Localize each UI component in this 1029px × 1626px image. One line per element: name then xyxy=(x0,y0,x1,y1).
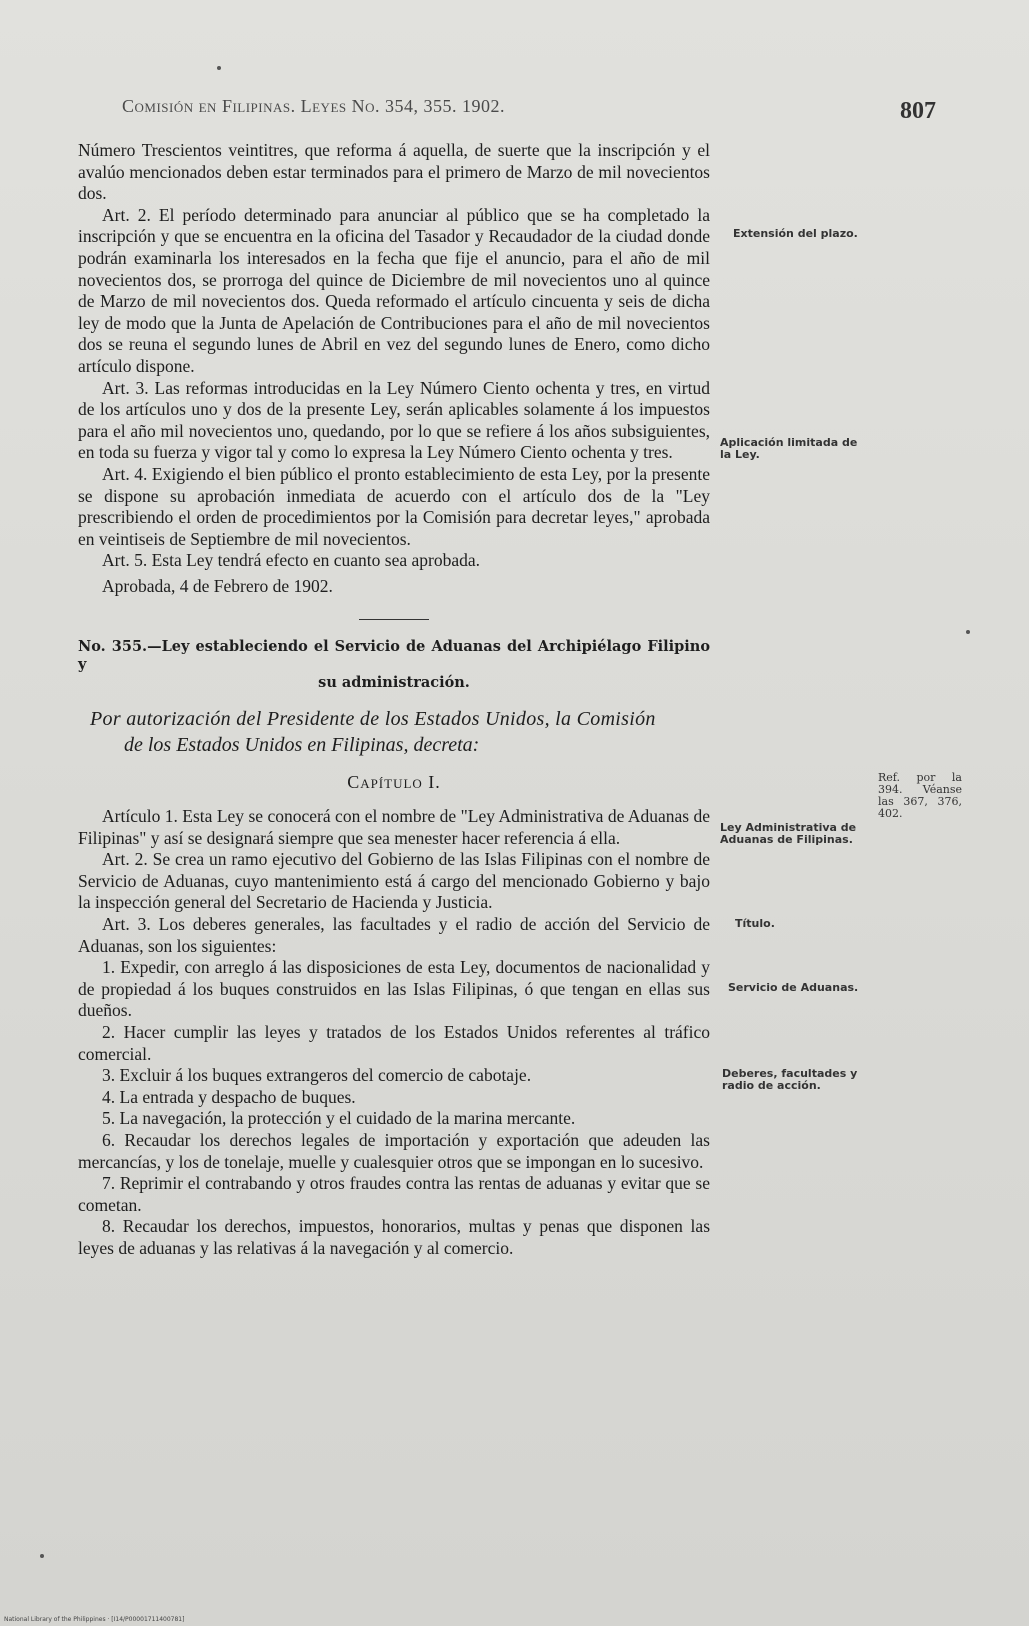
margin-note-extension: Extensión del plazo. xyxy=(733,227,858,240)
chapter-heading: Capítulo I. xyxy=(347,772,441,793)
margin-note-customs-law: Ley Administrativa de Aduanas de Filipinas. xyxy=(720,821,857,846)
scan-speck xyxy=(40,1554,44,1558)
article-5: Art. 5. Esta Ley tendrá efecto en cuanto sea aprobada. xyxy=(102,550,481,571)
reference-note xyxy=(878,772,962,820)
article-4: Art. 4. Exigiendo el bien público el pronto establecimiento de esta Ley, por la presente se dispone su aprobación inmediata de acuerdo con el artículo dos de la "Ley prescribiendo el orden de procedimientos por la Comisión para decretar leyes," aprobada en veintiseis de Septiembre de mil novecientos. xyxy=(78,463,710,549)
article-3: Art. 3. Las reformas introducidas en la Ley Número Ciento ochenta y tres, en virtud de los artículos uno y dos de la presente Ley, serán aplicables solamente á los impuestos para el año mil novecientos uno, quedando, por lo que se refiere á los años subsiguientes, en toda su fuerza y vigor tal y como lo expresa la Ley Número Ciento ochenta y tres. xyxy=(78,377,710,463)
margin-note-title: Título. xyxy=(735,917,775,930)
scan-speck xyxy=(217,66,221,70)
body-text xyxy=(78,140,710,1260)
law-article-2: Art. 2. Se crea un ramo ejecutivo del Gobierno de las Islas Filipinas con el nombre de Servicio de Aduanas, cuyo mantenimiento está á cargo del mencionado Gobierno y bajo la inspección general del Secretario de Hacienda y Justicia. xyxy=(78,849,710,913)
law-article-1: Artículo 1. Esta Ley se conocerá con el nombre de "Ley Administrativa de Aduanas de Filipinas" y así se designará siempre que sea menester hacer referencia á ella. xyxy=(78,806,710,848)
enacting-clause-line-1: Por autorización del Presidente de los Estados Unidos, la Comisión xyxy=(90,708,656,731)
margin-note-customs-service: Servicio de Aduanas. xyxy=(728,981,859,994)
scan-speck xyxy=(966,630,970,634)
duty-item-8: 8. Recaudar los derechos, impuestos, honorarios, multas y penas que disponen las leyes de aduanas y las relativas á la navegación y al comercio. xyxy=(78,1216,710,1258)
running-header xyxy=(122,96,670,117)
scan-footer: National Library of the Philippines · [I14/P00001711400781] xyxy=(4,1616,185,1623)
page-number: 807 xyxy=(900,98,936,124)
margin-note-duties: Deberes, facultades y radio de acción. xyxy=(722,1067,858,1092)
law-title xyxy=(78,638,710,692)
duty-item-6: 6. Recaudar los derechos legales de importación y exportación que adeuden las mercancías, y los de tonelaje, muelle y cualesquier otros que se impongan en lo sucesivo. xyxy=(78,1129,710,1172)
duty-item-5: 5. La navegación, la protección y el cuidado de la marina mercante. xyxy=(102,1108,576,1129)
duty-item-3: 3. Excluir á los buques extrangeros del comercio de cabotaje. xyxy=(102,1065,532,1086)
section-divider xyxy=(359,619,429,620)
approval-date: Aprobada, 4 de Febrero de 1902. xyxy=(102,575,333,596)
reference-note-text: Ref. por la 394. Véanse las 367, 376, 402. xyxy=(878,771,962,820)
running-title: Comisión en Filipinas. Leyes No. 354, 355. 1902. xyxy=(122,96,506,116)
law-article-3: Art. 3. Los deberes generales, las facultades y el radio de acción del Servicio de Aduanas, son los siguientes: xyxy=(78,914,710,956)
article-2: Art. 2. El período determinado para anunciar al público que se ha completado la inscripción y que se encuentra en la oficina del Tasador y Recaudador de la ciudad donde podrán examinarla los interesados en la fecha que fije el anuncio, para el año de mil novecientos dos, se prorroga del quince de Diciembre de mil novecientos uno al quince de Marzo de mil novecientos dos. Queda reformado el artículo cincuenta y seis de dicha ley de modo que la Junta de Apelación de Contribuciones para el año de mil novecientos dos se reuna el segundo lunes de Abril en vez del segundo lunes de Enero, como dicho artículo dispone. xyxy=(78,204,710,376)
duty-item-1: 1. Expedir, con arreglo á las disposiciones de esta Ley, documentos de nacionalidad y de propiedad á los buques construidos en las Islas Filipinas, ó que tengan en ellas sus dueños. xyxy=(78,957,710,1021)
duty-item-2: 2. Hacer cumplir las leyes y tratados de los Estados Unidos referentes al tráfico comercial. xyxy=(78,1022,710,1064)
duty-item-4: 4. La entrada y despacho de buques. xyxy=(102,1086,356,1107)
duty-item-7: 7. Reprimir el contrabando y otros fraudes contra las rentas de aduanas y evitar que se cometan. xyxy=(78,1173,710,1215)
margin-note-limited-application: Aplicación limitada de la Ley. xyxy=(720,436,858,461)
law-title-line-1: No. 355.—Ley estableciendo el Servicio de Aduanas del Archipiélago Filipino y xyxy=(78,638,710,674)
paragraph-continuation: Número Trescientos veintitres, que reforma á aquella, de suerte que la inscripción y el avalúo mencionados deben estar terminados para el primero de Marzo de mil novecientos dos. xyxy=(78,140,710,204)
enacting-clause-line-2: de los Estados Unidos en Filipinas, decreta: xyxy=(124,734,480,757)
law-title-line-2: su administración. xyxy=(318,674,470,692)
